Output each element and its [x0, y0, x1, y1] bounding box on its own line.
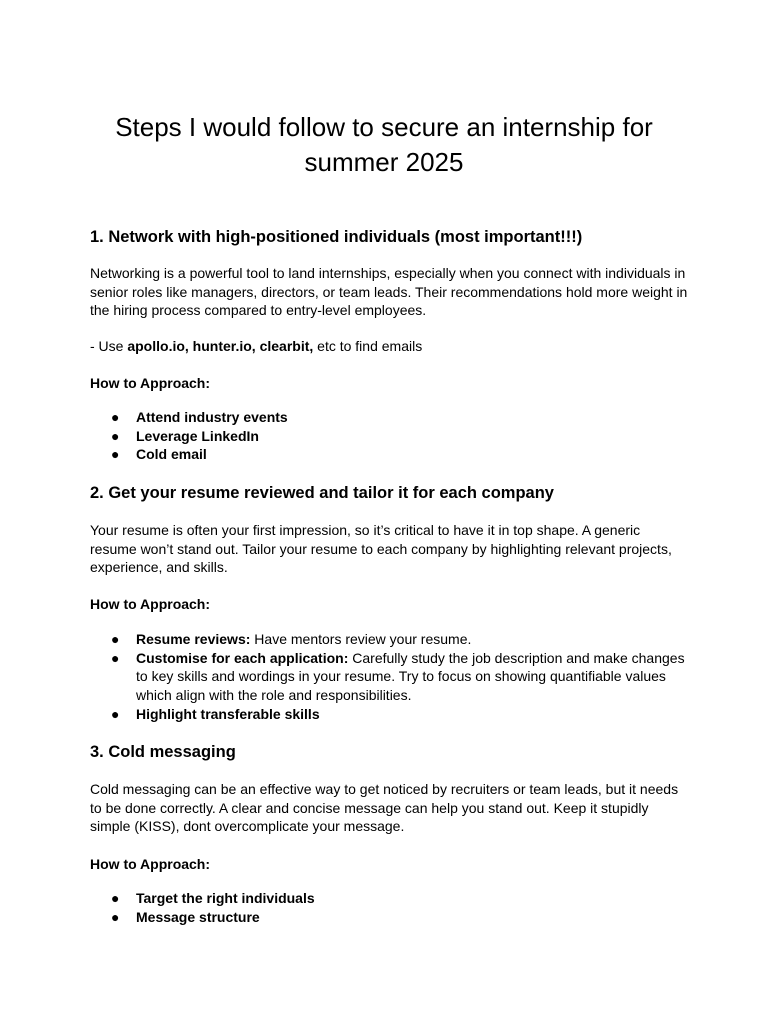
section-1-heading: 1. Network with high-positioned individuals (most important!!!): [90, 228, 583, 246]
section-3-bullet-list: [90, 889, 690, 926]
list-item: [90, 630, 690, 649]
section-3-heading: 3. Cold messaging: [90, 743, 236, 761]
bullet-icon: ●: [111, 908, 120, 925]
bullet-bold-text: Customise for each application:: [136, 649, 349, 666]
bullet-text: Carefully study the job description and make changes to key skills and wordings in your resume. Try to focus on showing quantifiable values which align with the role and responsibilities.: [136, 649, 685, 704]
title-line-1: Steps I would follow to secure an internship for: [115, 112, 653, 142]
section-1-intro: Networking is a powerful tool to land internships, especially when you connect with individuals in senior roles like managers, directors, or team leads. Their recommendations hold more weight in the hiring process compared to entry-level employees.: [90, 265, 688, 318]
list-item: [90, 408, 690, 427]
section-3-intro: Cold messaging can be an effective way to get noticed by recruiters or team leads, but it needs to be done correctly. A clear and concise message can help you stand out. Keep it stupidly simple (KISS), dont overcomplicate your message.: [90, 781, 679, 834]
tools-prefix: - Use: [90, 338, 128, 354]
tools-suffix: etc to find emails: [313, 338, 423, 354]
bullet-icon: ●: [111, 631, 120, 647]
list-item: [90, 445, 690, 464]
bullet-icon: ●: [111, 446, 120, 463]
bullet-bold-text: Cold email: [136, 446, 207, 463]
section-3-approach-label: How to Approach:: [90, 856, 211, 872]
bullet-bold-text: Leverage LinkedIn: [136, 427, 259, 444]
title-line-2: summer 2025: [304, 147, 464, 177]
bullet-icon: ●: [111, 427, 120, 444]
list-item: [90, 427, 690, 446]
section-1-tools-line: [90, 337, 690, 356]
bullet-bold-text: Target the right individuals: [136, 890, 315, 906]
bullet-text: Have mentors review your resume.: [250, 631, 472, 647]
list-item: [90, 889, 690, 908]
list-item: [90, 705, 690, 724]
bullet-bold-text: Resume reviews:: [136, 631, 251, 647]
section-2-heading: 2. Get your resume reviewed and tailor it for each company: [90, 484, 554, 502]
bullet-icon: ●: [111, 705, 120, 722]
bullet-bold-text: Highlight transferable skills: [136, 705, 320, 722]
bullet-bold-text: Attend industry events: [136, 409, 288, 425]
bullet-icon: ●: [111, 409, 120, 425]
section-2-intro: Your resume is often your first impression, so it’s critical to have it in top shape. A generic resume won’t stand out. Tailor your resume to each company by highlighting relevant projects, experience, and skills.: [90, 522, 672, 575]
document-title: [90, 110, 678, 180]
list-item: [90, 649, 690, 705]
section-2-bullet-list: [90, 630, 690, 724]
list-item: [90, 908, 690, 927]
section-2-approach-label: How to Approach:: [90, 596, 211, 612]
section-1-bullet-list: [90, 408, 690, 464]
tools-names: apollo.io, hunter.io, clearbit,: [127, 338, 314, 354]
section-1-approach-label: How to Approach:: [90, 375, 211, 391]
bullet-icon: ●: [111, 649, 120, 666]
bullet-bold-text: Message structure: [136, 908, 260, 925]
bullet-icon: ●: [111, 890, 120, 906]
